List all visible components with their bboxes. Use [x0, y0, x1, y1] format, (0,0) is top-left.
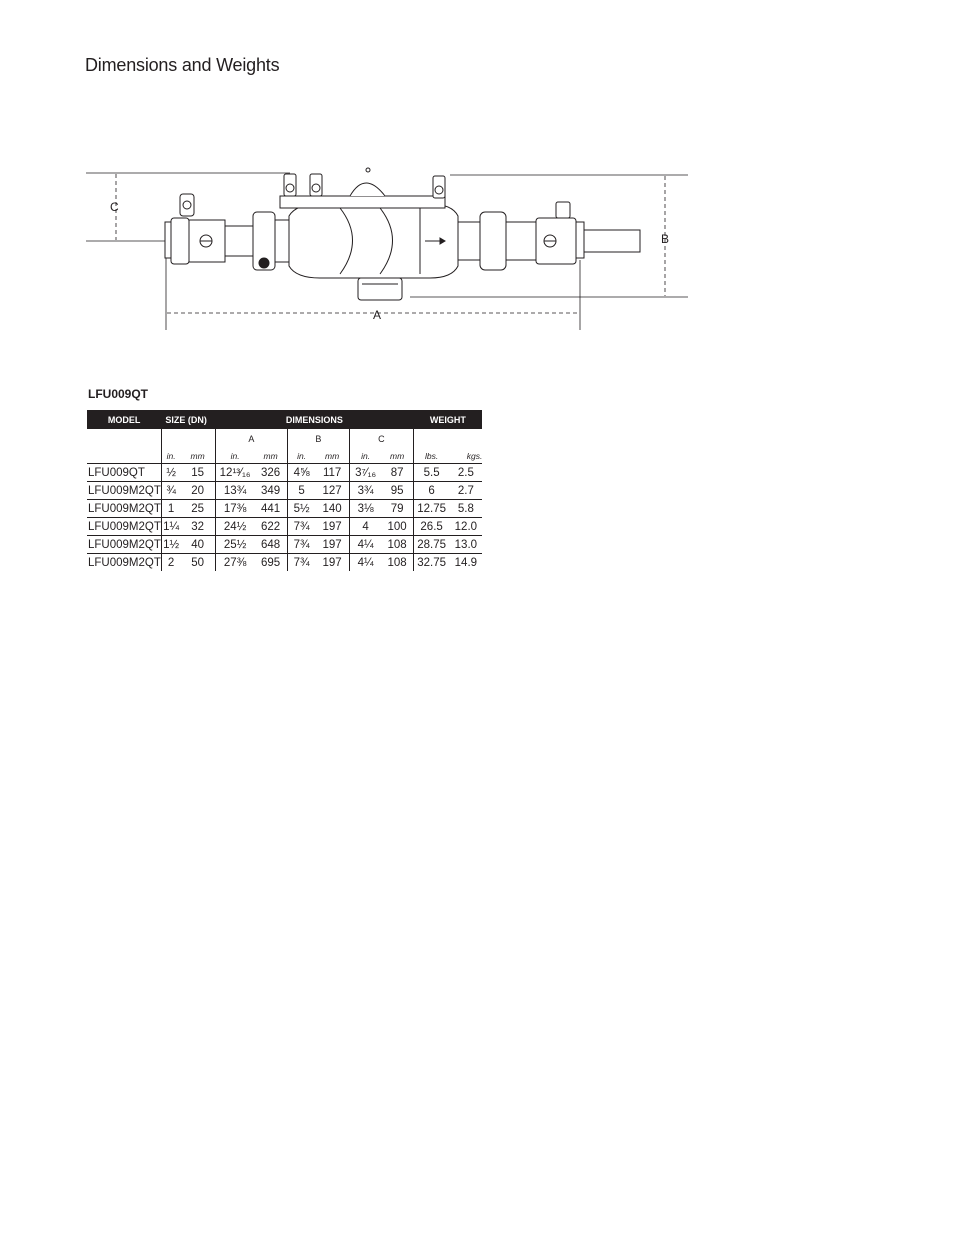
cell-size-in: 2	[161, 554, 180, 572]
cell-lbs: 28.75	[413, 536, 449, 554]
cell-c-in: 4¼	[349, 536, 381, 554]
cell-b-mm: 117	[315, 464, 349, 482]
cell-b-in: 5½	[287, 500, 315, 518]
table-row	[87, 536, 482, 554]
unit-c-in: in.	[349, 449, 381, 464]
dimension-label-a: A	[373, 308, 382, 322]
cell-b-in: 7¾	[287, 536, 315, 554]
cell-kgs: 2.5	[449, 464, 482, 482]
cell-lbs: 6	[413, 482, 449, 500]
cell-a-mm: 695	[261, 556, 281, 569]
cell-size-mm: 25	[180, 500, 215, 518]
cell-b-mm: 140	[315, 500, 349, 518]
cell-c-mm: 79	[381, 500, 413, 518]
cell-c-mm: 100	[381, 518, 413, 536]
unit-c-mm: mm	[381, 449, 413, 464]
cell-c-mm: 108	[387, 556, 407, 569]
cell-b-mm: 197	[315, 536, 349, 554]
cell-size-mm: 40	[180, 536, 215, 554]
table-row	[87, 500, 482, 518]
unit-size-mm: mm	[180, 449, 215, 464]
cell-kgs: 12.0	[449, 518, 482, 536]
unit-b-in: in.	[287, 449, 315, 464]
cell-a-mm: 349	[254, 482, 287, 500]
cell-size-in: ¾	[161, 482, 180, 500]
cell-b-in: 5	[287, 482, 315, 500]
cell-b-in: 4⅝	[287, 464, 315, 482]
dimension-label-c: C	[110, 200, 119, 214]
cell-kgs: 13.0	[449, 536, 482, 554]
cell-size-in: 1½	[161, 536, 180, 554]
cell-size-in: 1¼	[161, 518, 180, 536]
header-size: SIZE (DN)	[161, 410, 215, 429]
cell-size-mm: 50	[191, 556, 204, 569]
cell-model: LFU009M2QT	[87, 536, 161, 554]
cell-a-in: 25½	[215, 536, 254, 554]
cell-model: LFU009M2QT	[87, 500, 161, 518]
header-weight: WEIGHT	[413, 410, 482, 429]
cell-c-in: 3¾	[349, 482, 381, 500]
cell-a-in: 24½	[215, 518, 254, 536]
cell-c-in: 3⅛	[349, 500, 381, 518]
cell-a-mm: 622	[254, 518, 287, 536]
dimension-letter-c: C	[349, 429, 413, 449]
cell-model: LFU009M2QT	[87, 482, 161, 500]
unit-b-mm: mm	[315, 449, 349, 464]
cell-b-mm: 197	[322, 556, 342, 569]
cell-b-in: 7¾	[287, 518, 315, 536]
cell-a-mm: 441	[254, 500, 287, 518]
cell-kgs: 5.8	[449, 500, 482, 518]
cell-a-in: 27⅜	[215, 554, 254, 572]
cell-a-in: 13¾	[215, 482, 254, 500]
cell-kgs: 14.9	[454, 556, 478, 569]
cell-a-mm: 326	[254, 464, 287, 482]
dimension-letter-b: B	[287, 429, 349, 449]
cell-model: LFU009QT	[87, 464, 161, 482]
units-row	[87, 449, 482, 464]
cell-size-in: 1	[161, 500, 180, 518]
cell-b-mm: 127	[315, 482, 349, 500]
dimension-letter-a: A	[215, 429, 287, 449]
cell-a-in: 12¹³⁄₁₆	[215, 464, 254, 482]
cell-a-mm: 648	[254, 536, 287, 554]
table-row	[87, 482, 482, 500]
cell-model: LFU009M2QT	[87, 518, 161, 536]
dimension-label-b: B	[661, 232, 670, 246]
cell-c-in: 4	[349, 518, 381, 536]
page-title: Dimensions and Weights	[85, 55, 280, 75]
valve-assembly-drawing	[80, 160, 700, 330]
cell-c-mm: 87	[381, 464, 413, 482]
cell-lbs: 5.5	[413, 464, 449, 482]
cell-c-in: 3⁷⁄₁₆	[349, 464, 381, 482]
model-heading: LFU009QT	[88, 387, 149, 401]
cell-c-mm: 95	[381, 482, 413, 500]
unit-size-in: in.	[161, 449, 180, 464]
dimensions-table	[87, 410, 482, 571]
table-row	[87, 554, 482, 572]
dimension-letters-row	[87, 429, 482, 449]
cell-kgs: 2.7	[449, 482, 482, 500]
cell-b-mm: 197	[315, 518, 349, 536]
header-dimensions: DIMENSIONS	[215, 410, 413, 429]
table-row	[87, 464, 482, 482]
cell-a-in: 17⅜	[215, 500, 254, 518]
cell-size-mm: 32	[180, 518, 215, 536]
cell-c-mm: 108	[381, 536, 413, 554]
unit-a-mm: mm	[254, 449, 287, 464]
cell-model: LFU009M2QT	[88, 556, 161, 569]
unit-lbs: lbs.	[413, 449, 449, 464]
cell-b-in: 7¾	[287, 554, 315, 572]
unit-a-in: in.	[215, 449, 254, 464]
cell-lbs: 26.5	[413, 518, 449, 536]
cell-lbs: 32.75	[413, 554, 449, 572]
cell-size-mm: 15	[180, 464, 215, 482]
header-model: MODEL	[87, 410, 161, 429]
table-header-row	[87, 410, 482, 429]
cell-c-in: 4¼	[349, 554, 381, 572]
cell-size-in: ½	[161, 464, 180, 482]
cell-size-mm: 20	[180, 482, 215, 500]
unit-kgs: kgs.	[449, 449, 482, 464]
table-row	[87, 518, 482, 536]
cell-lbs: 12.75	[413, 500, 449, 518]
